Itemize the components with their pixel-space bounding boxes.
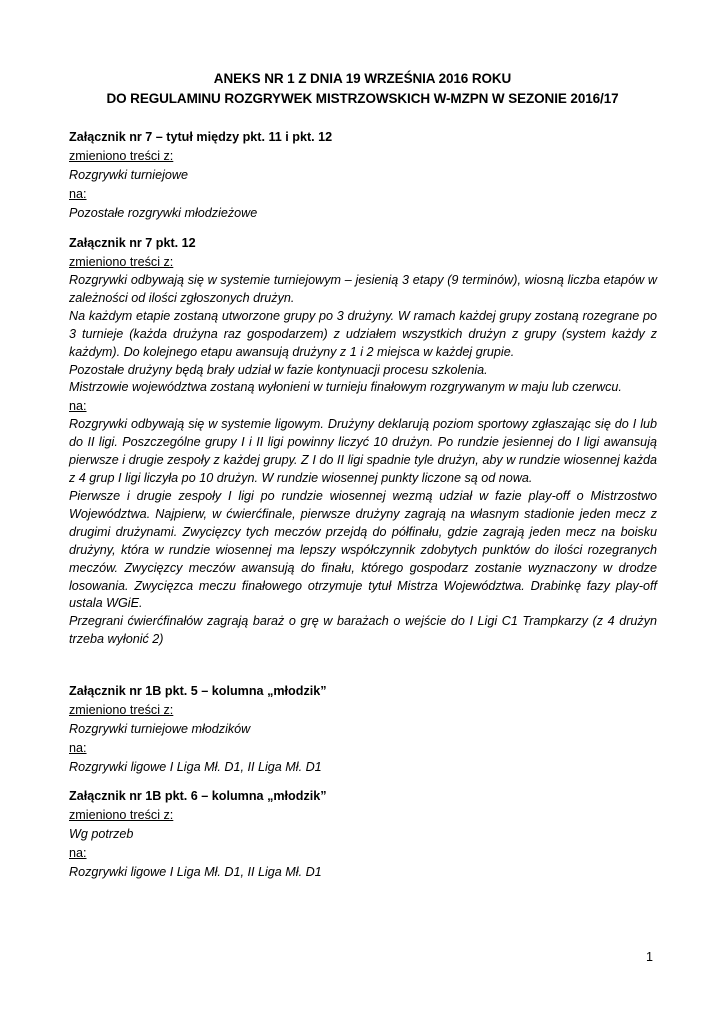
changed-from-label: zmieniono treści z: (69, 703, 174, 717)
changed-to-label: na: (69, 741, 87, 755)
section-heading: Załącznik nr 7 – tytuł między pkt. 11 i pkt. 12 (69, 130, 333, 144)
old-text: Rozgrywki turniejowe młodzików (69, 722, 251, 736)
new-paragraph: Przegrani ćwierćfinałów zagrają baraż o grę w barażach o wejście do I Ligi C1 Trampkarzy (z 4 drużyn trzeba wyłonić 2) (69, 614, 657, 647)
new-paragraph: Rozgrywki odbywają się w systemie ligowym. Drużyny deklarują poziom sportowy zgłaszając się do I lub do II ligi. Poszczególne grupy I i II ligi powinny liczyć 10 drużyn. Po rundzie jesiennej do I ligi awansują pierwsze i drugie zespoły z każdej grupy. Z I do II ligi spadnie tyle drużyn, aby w rundzie wiosennej każda z 4 grup I ligi liczyła po 10 drużyn. W rundzie wiosennej punkty liczone są od nowa. (69, 417, 657, 486)
changed-from-label: zmieniono treści z: (69, 255, 174, 269)
section-attachment-7-title (69, 128, 657, 223)
document-title-line-2: DO REGULAMINU ROZGRYWEK MISTRZOWSKICH W-MZPN W SEZONIE 2016/17 (106, 91, 619, 106)
new-paragraph: Pierwsze i drugie zespoły I ligi po rundzie wiosennej wezmą udział w fazie play-off o Mistrzostwo Województwa. Najpierw, w ćwierćfinale, pierwsze drużyny zagrają na własnym stadionie jeden mecz z drugimi drużynami. Zwycięzcy tych meczów przejdą do półfinału, gdzie zagrają jeden mecz na boisku drużyny, która w rundzie wiosennej ma lepszy współczynnik zdobytych punktów do ilości rozegranych meczów. Zwycięzcy meczów awansują do finału, którego gospodarz zostanie wyznaczony w drodze losowania. Zwycięzca meczu finałowego otrzymuje tytuł Mistrza Województwa. Drabinkę fazy play-off ustala WGiE. (69, 488, 657, 611)
changed-to-label: na: (69, 187, 87, 201)
old-paragraph: Mistrzowie województwa zostaną wyłonieni w turnieju finałowym rozgrywanym w maju lub czerwcu. (69, 380, 622, 395)
page-number: 1 (646, 950, 654, 964)
new-text: Rozgrywki ligowe I Liga Mł. D1, II Liga Mł. D1 (69, 760, 322, 774)
section-attachment-1b-point-6 (69, 787, 657, 882)
new-text: Rozgrywki ligowe I Liga Mł. D1, II Liga Mł. D1 (69, 865, 322, 879)
old-text: Wg potrzeb (69, 827, 134, 841)
document-title-line-1: ANEKS NR 1 Z DNIA 19 WRZEŚNIA 2016 ROKU (213, 71, 512, 86)
new-text: Pozostałe rozgrywki młodzieżowe (69, 206, 258, 220)
section-attachment-7-point-12 (69, 234, 657, 649)
changed-to-label: na: (69, 399, 87, 414)
old-paragraph: Na każdym etapie zostaną utworzone grupy po 3 drużyny. W ramach każdej grupy zostaną rozegrane po 3 turnieje (każda drużyna raz gospodarzem) z udziałem wszystkich drużyn z grupy (system każdy z każdym). Do kolejnego etapu awansują drużyny z 1 i 2 miejsca w każdej grupie. (69, 308, 657, 359)
section-attachment-1b-point-5 (69, 682, 657, 777)
section-heading: Załącznik nr 7 pkt. 12 (69, 236, 196, 250)
changed-to-label: na: (69, 846, 87, 860)
section-heading: Załącznik nr 1B pkt. 5 – kolumna „młodzik” (69, 684, 327, 698)
changed-from-label: zmieniono treści z: (69, 149, 174, 163)
old-paragraph: Rozgrywki odbywają się w systemie turniejowym – jesienią 3 etapy (9 terminów), wiosną liczba etapów w zależności od ilości zgłoszonych drużyn. (69, 273, 657, 305)
section-heading: Załącznik nr 1B pkt. 6 – kolumna „młodzik” (69, 789, 327, 803)
changed-from-label: zmieniono treści z: (69, 808, 174, 822)
old-paragraph: Pozostałe drużyny będą brały udział w fazie kontynuacji procesu szkolenia. (69, 362, 488, 377)
old-text: Rozgrywki turniejowe (69, 168, 188, 182)
